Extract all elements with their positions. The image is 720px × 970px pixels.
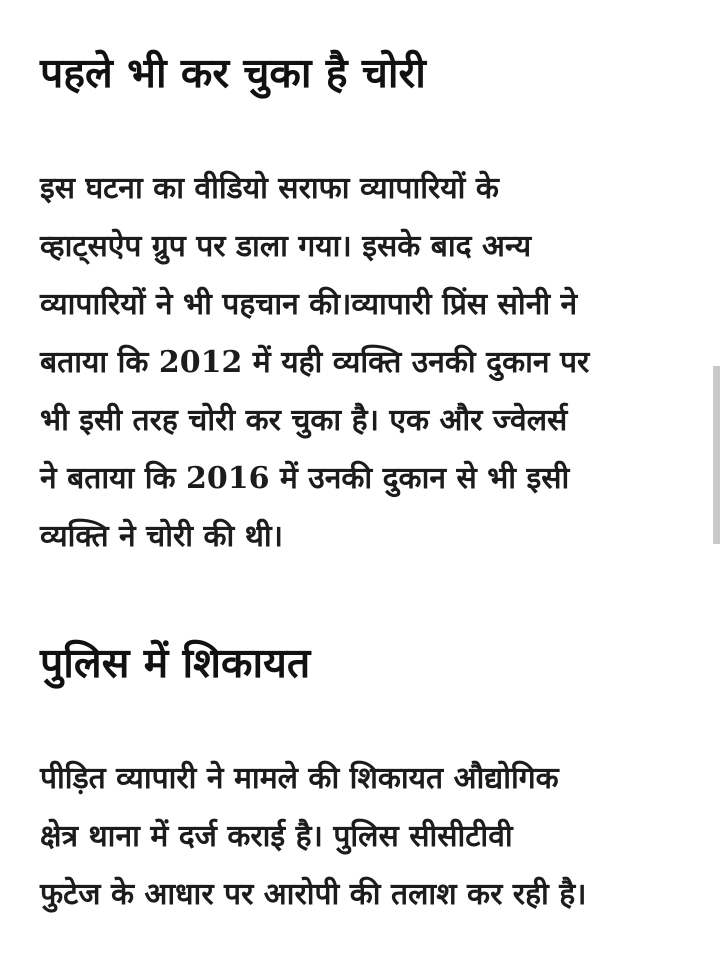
- paragraph-line: बताया कि 2012 में यही व्यक्ति उनकी दुकान पर: [40, 345, 590, 380]
- section-heading-previous-theft: पहले भी कर चुका है चोरी: [40, 49, 426, 97]
- paragraph-police-complaint: [40, 750, 680, 924]
- paragraph-line: व्यक्ति ने चोरी की थी।: [40, 519, 284, 554]
- scrollbar-thumb[interactable]: [713, 366, 720, 544]
- paragraph-line: पीड़ित व्यापारी ने मामले की शिकायत औद्योगिक: [40, 761, 559, 796]
- paragraph-line: ने बताया कि 2016 में उनकी दुकान से भी इसी: [40, 461, 570, 496]
- paragraph-line: व्हाट्सऐप ग्रुप पर डाला गया। इसके बाद अन्य: [40, 229, 532, 264]
- section-heading-police-complaint: पुलिस में शिकायत: [40, 639, 311, 687]
- paragraph-line: क्षेत्र थाना में दर्ज कराई है। पुलिस सीसीटीवी: [40, 819, 513, 854]
- paragraph-line: व्यापारियों ने भी पहचान की।व्यापारी प्रिंस सोनी ने: [40, 287, 578, 322]
- paragraph-previous-theft: [40, 160, 680, 566]
- paragraph-line: फुटेज के आधार पर आरोपी की तलाश कर रही है।: [40, 877, 587, 912]
- paragraph-line: इस घटना का वीडियो सराफा व्यापारियों के: [40, 171, 499, 206]
- paragraph-line: भी इसी तरह चोरी कर चुका है। एक और ज्वेलर्स: [40, 403, 568, 438]
